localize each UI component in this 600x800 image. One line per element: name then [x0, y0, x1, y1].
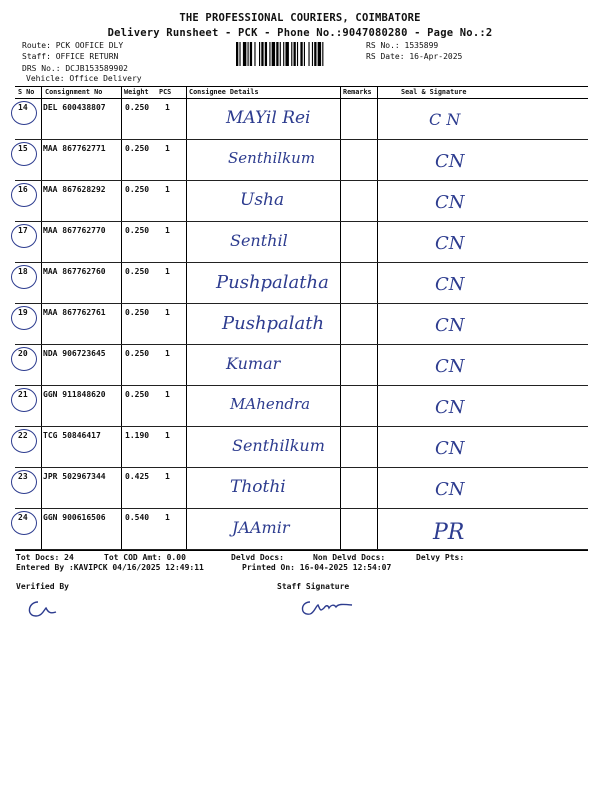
drs-label: DRS No.: DCJB153589902: [22, 64, 128, 73]
company-title: THE PROFESSIONAL COURIERS, COIMBATORE: [179, 12, 421, 24]
row-pcs: 1: [165, 472, 170, 481]
row-sno: 22: [18, 431, 28, 440]
runsheet-table: [15, 86, 588, 551]
row-consignee-handwriting: Usha: [240, 190, 285, 210]
row-consignee-handwriting: MAYil Rei: [226, 108, 311, 128]
row-pcs: 1: [165, 431, 170, 440]
row-weight: 0.250: [125, 390, 150, 399]
col-weight: Weight: [124, 88, 149, 96]
printed-on: Printed On: 16-04-2025 12:54:07: [242, 563, 392, 572]
table-row: [15, 344, 588, 386]
row-pcs: 1: [165, 349, 170, 358]
table-row: [15, 139, 588, 181]
row-pcs: 1: [165, 103, 170, 112]
runsheet-title: Delivery Runsheet - PCK - Phone No.:9047080280 - Page No.:2: [107, 27, 493, 39]
sno-circle-mark: [11, 224, 37, 248]
row-consignee-handwriting: Senthil: [230, 231, 288, 250]
row-seal-signature: CN: [435, 356, 465, 377]
entered-by: Entered By :KAVIPCK 04/16/2025 12:49:11: [16, 563, 204, 572]
row-sno: 23: [18, 472, 28, 481]
row-consignment-no: NDA 906723645: [43, 349, 106, 358]
row-consignee-handwriting: Senthilkum: [232, 436, 325, 455]
sno-circle-mark: [11, 429, 37, 453]
row-pcs: 1: [165, 267, 170, 276]
row-weight: 0.250: [125, 349, 150, 358]
sno-circle-mark: [11, 347, 37, 371]
col-sno: S No: [18, 88, 35, 96]
row-sno: 18: [18, 267, 28, 276]
row-seal-signature: C N: [429, 110, 461, 129]
row-pcs: 1: [165, 226, 170, 235]
table-row: [15, 426, 588, 468]
row-weight: 0.250: [125, 308, 150, 317]
row-pcs: 1: [165, 308, 170, 317]
sno-circle-mark: [11, 470, 37, 494]
sno-circle-mark: [11, 511, 37, 535]
row-consignment-no: DEL 600438807: [43, 103, 106, 112]
row-sno: 16: [18, 185, 28, 194]
route-label: Route: PCK OOFICE DLY: [22, 41, 124, 50]
table-row: [15, 467, 588, 509]
row-seal-signature: CN: [435, 397, 465, 418]
tot-docs: Tot Docs: 24: [16, 553, 74, 562]
rs-date-label: RS Date: 16-Apr-2025: [366, 52, 463, 61]
tot-cod: Tot COD Amt: 0.00: [104, 553, 186, 562]
row-consignment-no: TCG 50846417: [43, 431, 101, 440]
row-seal-signature: CN: [435, 151, 465, 172]
row-weight: 1.190: [125, 431, 150, 440]
row-weight: 0.250: [125, 226, 150, 235]
row-seal-signature: CN: [435, 192, 465, 213]
row-consignment-no: GGN 911848620: [43, 390, 106, 399]
table-row: [15, 303, 588, 345]
row-pcs: 1: [165, 513, 170, 522]
row-pcs: 1: [165, 185, 170, 194]
row-consignment-no: JPR 502967344: [43, 472, 106, 481]
table-row: [15, 98, 588, 140]
row-sno: 14: [18, 103, 28, 112]
row-weight: 0.250: [125, 267, 150, 276]
row-consignee-handwriting: Thothi: [230, 477, 286, 497]
table-row: [15, 508, 588, 550]
verified-by-label: Verified By: [16, 582, 69, 591]
row-consignee-handwriting: Pushpalath: [222, 313, 325, 334]
delvd-docs: Delvd Docs:: [231, 553, 284, 562]
rs-no-label: RS No.: 1535899: [366, 41, 439, 50]
row-pcs: 1: [165, 144, 170, 153]
barcode-graphic: [236, 42, 356, 66]
sno-circle-mark: [11, 142, 37, 166]
row-sno: 19: [18, 308, 28, 317]
sno-circle-mark: [11, 388, 37, 412]
sno-circle-mark: [11, 306, 37, 330]
col-seal: Seal & Signature: [401, 88, 467, 96]
col-consignment: Consignment No: [45, 88, 103, 96]
row-consignee-handwriting: Pushpalatha: [216, 272, 329, 293]
row-consignee-handwriting: MAhendra: [230, 395, 311, 413]
col-pcs: PCS: [159, 88, 172, 96]
row-pcs: 1: [165, 390, 170, 399]
sno-circle-mark: [11, 265, 37, 289]
row-seal-signature: PR: [433, 520, 465, 545]
row-consignment-no: MAA 867628292: [43, 185, 106, 194]
row-consignee-handwriting: JAAmir: [232, 518, 290, 537]
col-remarks: Remarks: [343, 88, 372, 96]
row-sno: 20: [18, 349, 28, 358]
table-row: [15, 221, 588, 263]
row-seal-signature: CN: [435, 315, 465, 336]
row-weight: 0.425: [125, 472, 150, 481]
row-seal-signature: CN: [435, 274, 465, 295]
row-consignment-no: MAA 867762761: [43, 308, 106, 317]
row-consignee-handwriting: Kumar: [226, 354, 281, 373]
row-consignment-no: GGN 900616506: [43, 513, 106, 522]
row-consignment-no: MAA 867762771: [43, 144, 106, 153]
table-bottom-rule: [15, 550, 588, 551]
table-row: [15, 180, 588, 222]
table-row: [15, 385, 588, 427]
row-weight: 0.540: [125, 513, 150, 522]
staff-signature-label: Staff Signature: [277, 582, 350, 591]
row-weight: 0.250: [125, 185, 150, 194]
row-sno: 15: [18, 144, 28, 153]
sno-circle-mark: [11, 101, 37, 125]
row-seal-signature: CN: [435, 233, 465, 254]
vehicle-label: Vehicle: Office Delivery: [26, 74, 142, 83]
verified-signature: [24, 598, 58, 620]
staff-label: Staff: OFFICE RETURN: [22, 52, 119, 61]
row-weight: 0.250: [125, 144, 150, 153]
staff-signature: [298, 596, 354, 620]
table-row: [15, 262, 588, 304]
row-consignment-no: MAA 867762760: [43, 267, 106, 276]
col-consignee: Consignee Details: [189, 88, 259, 96]
row-consignee-handwriting: Senthilkum: [228, 149, 316, 167]
row-seal-signature: CN: [435, 479, 465, 500]
row-sno: 24: [18, 513, 28, 522]
non-delvd-docs: Non Delvd Docs:: [313, 553, 386, 562]
row-consignment-no: MAA 867762770: [43, 226, 106, 235]
row-sno: 21: [18, 390, 28, 399]
row-seal-signature: CN: [435, 438, 465, 459]
row-sno: 17: [18, 226, 28, 235]
delvy-pts: Delvy Pts:: [416, 553, 465, 562]
sno-circle-mark: [11, 183, 37, 207]
row-weight: 0.250: [125, 103, 150, 112]
